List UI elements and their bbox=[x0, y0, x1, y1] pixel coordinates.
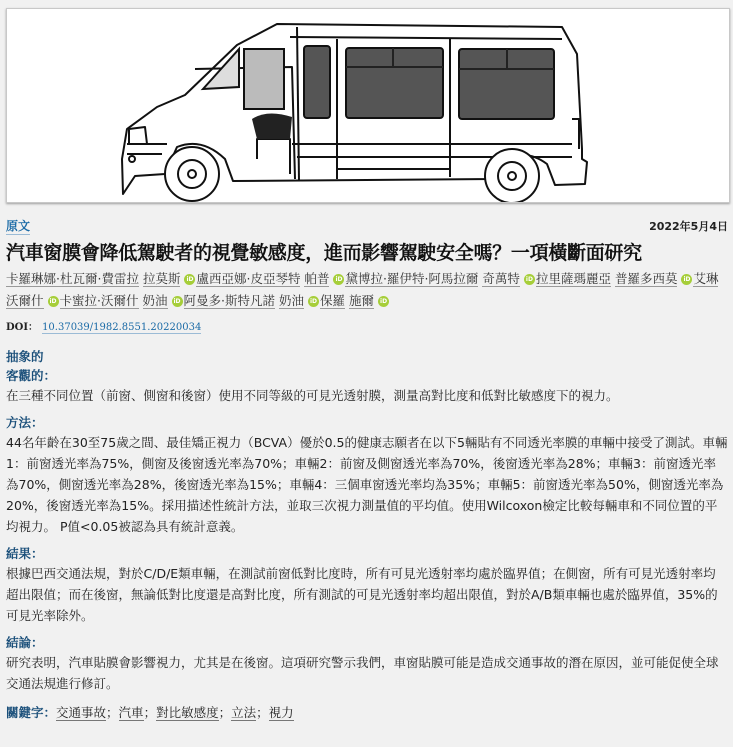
orcid-icon[interactable]: iD bbox=[525, 276, 533, 283]
keyword-separator: ； bbox=[256, 705, 269, 720]
author-name-link[interactable]: 拉里薩瑪麗亞 bbox=[535, 271, 611, 286]
author-list bbox=[6, 268, 728, 312]
objective-heading: 客觀的： bbox=[6, 368, 57, 383]
author-name-link[interactable]: 阿曼多·斯特凡諾 bbox=[183, 293, 275, 308]
author-name-link[interactable]: 卡羅琳娜·杜瓦爾·費雷拉 bbox=[6, 271, 139, 286]
methods-heading: 方法： bbox=[6, 415, 44, 430]
author-name-link[interactable]: 盧西亞娜·皮亞琴特 bbox=[196, 271, 301, 286]
author-surname-link[interactable]: 施爾 bbox=[349, 293, 375, 308]
keyword-separator: ； bbox=[218, 705, 232, 720]
van-drawing bbox=[7, 9, 729, 202]
results-text: 根據巴西交通法規，對於C/D/E類車輛，在測試前窗低對比度時，所有可見光透射率均處於臨界值；在側窗，所有可見光透射率均超出限值；而在後窗，無論低對比度還是高對比度，所有測試的可見光透射率均超出限值，對於A/B類車輛也處於臨界值，35%的可見光率除外。 bbox=[6, 566, 718, 623]
orcid-icon[interactable]: iD bbox=[335, 276, 343, 283]
article-content bbox=[6, 216, 728, 723]
orcid-icon[interactable]: iD bbox=[380, 298, 388, 305]
conclusion-text: 研究表明，汽車貼膜會影響視力，尤其是在後窗。這項研究警示我們，車窗貼膜可能是造成交通事故的潛在原因，並可能促使全球交通法規進行修訂。 bbox=[6, 655, 719, 691]
author-name-link[interactable]: 黛博拉·羅伊特·阿馬拉爾 bbox=[345, 271, 479, 286]
keyword-link[interactable]: 汽車 bbox=[118, 705, 144, 720]
keywords-heading: 關鍵字： bbox=[6, 705, 57, 720]
abstract-heading: 抽象的 bbox=[6, 349, 44, 364]
keyword-link[interactable]: 視力 bbox=[268, 705, 294, 720]
author-name-link[interactable]: 保羅 bbox=[320, 293, 346, 308]
article-title: 汽車窗膜會降低駕駛者的視覺敏感度，進而影響駕駛安全嗎？一項橫斷面研究 bbox=[6, 242, 642, 264]
objective-text: 在三種不同位置（前窗、側窗和後窗）使用不同等級的可見光透射膜，測量高對比度和低對比敏感度下的視力。 bbox=[6, 388, 619, 403]
keywords-row bbox=[6, 702, 728, 723]
conclusion-heading: 結論： bbox=[6, 635, 44, 650]
author-surname-link[interactable]: 普羅多西莫 bbox=[614, 271, 678, 286]
author-surname-link[interactable]: 奶油 bbox=[279, 293, 305, 308]
author-surname-link[interactable]: 沃爾什 bbox=[6, 293, 44, 308]
doi-label: DOI： bbox=[6, 322, 39, 333]
author-surname-link[interactable]: 奶油 bbox=[142, 293, 168, 308]
keyword-link[interactable]: 對比敏感度 bbox=[156, 705, 219, 720]
keyword-separator: ； bbox=[143, 705, 157, 720]
orcid-icon[interactable]: iD bbox=[683, 276, 691, 283]
doi-link[interactable]: 10.37039/1982.8551.20220034 bbox=[42, 322, 202, 333]
orcid-icon[interactable]: iD bbox=[309, 298, 318, 305]
methods-text: 44名年齡在30至75歲之間、最佳矯正視力（BCVA）優於0.5的健康志願者在以下5輛貼有不同透光率膜的車輛中接受了測試。車輛1：前窗透光率為75%，側窗及後窗透光率為70%；車輛2：前窗及側窗透光率為70%，後窗透光率為28%；車輛3：前窗透光率為70%，側窗透光率為28%，後窗透光率為15%；車輛4：三個車窗透光率均為35%；車輛5：前窗透光率為50%，側窗透光率為20%，後窗透光率為15%。採用描述性統計方法，並取三次視力測量值的平均值。使用Wilcoxon檢定比較每輛車和不同位置的平均視力。 P值<0.05被認為具有統計意義。 bbox=[6, 435, 728, 534]
keyword-link[interactable]: 交通事故 bbox=[56, 705, 107, 720]
keyword-separator: ； bbox=[106, 705, 119, 720]
publication-date: 2022年5月4日 bbox=[649, 220, 728, 233]
doi-row bbox=[6, 318, 728, 333]
results-heading: 結果： bbox=[6, 546, 44, 561]
keyword-link[interactable]: 立法 bbox=[231, 705, 257, 720]
article-figure-van-illustration bbox=[6, 8, 730, 203]
author-surname-link[interactable]: 帕普 bbox=[304, 271, 330, 286]
author-name-link[interactable]: 艾琳 bbox=[693, 271, 719, 286]
author-name-link[interactable]: 卡蜜拉·沃爾什 bbox=[59, 293, 139, 308]
author-surname-link[interactable]: 奇萬特 bbox=[482, 271, 520, 286]
orcid-icon[interactable]: iD bbox=[173, 298, 181, 305]
author-surname-link[interactable]: 拉莫斯 bbox=[142, 271, 181, 286]
orcid-icon[interactable]: iD bbox=[49, 298, 57, 305]
article-type-link[interactable]: 原文 bbox=[6, 219, 31, 233]
orcid-icon[interactable]: iD bbox=[186, 276, 194, 283]
